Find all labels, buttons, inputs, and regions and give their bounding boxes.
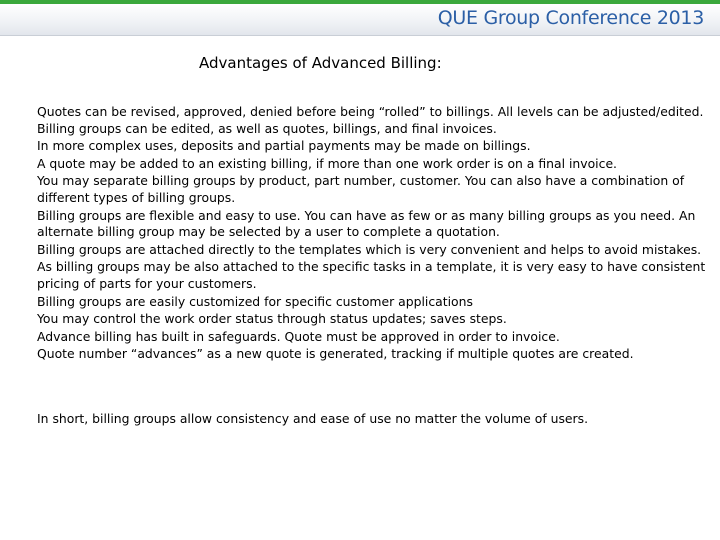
- bullet-point: Billing groups are flexible and easy to use. You can have as few or as many billing groups as you need. An alternate billing group may be selected by a user to complete a quotation.: [37, 207, 696, 240]
- slide-body: [37, 104, 709, 364]
- bullet-point: Quotes can be revised, approved, denied before being “rolled” to billings. All levels can be adjusted/edited. Billing groups can be edited, as well as quotes, billings, and final invoices.: [37, 104, 704, 136]
- bullet-point: Billing groups are attached directly to the templates which is very convenient and helps to avoid mistakes.: [37, 241, 702, 257]
- bullet-point: In more complex uses, deposits and partial payments may be made on billings.: [37, 138, 531, 154]
- conference-title: QUE Group Conference 2013: [437, 7, 704, 29]
- summary-text: In short, billing groups allow consistency and ease of use no matter the volume of users.: [37, 411, 589, 426]
- bullet-point: You may separate billing groups by product, part number, customer. You can also have a combination of different types of billing groups.: [37, 173, 685, 205]
- bullet-point: Billing groups are easily customized for specific customer applications: [37, 293, 473, 309]
- header-divider: [0, 35, 720, 36]
- bullet-point: As billing groups may be also attached to the specific tasks in a template, it is very easy to have consistent pricing of parts for your customers.: [37, 259, 706, 291]
- bullet-point: Advance billing has built in safeguards. Quote must be approved in order to invoice.: [37, 328, 560, 344]
- bullet-point: You may control the work order status through status updates; saves steps.: [37, 311, 507, 327]
- bullet-point: Quote number “advances” as a new quote is generated, tracking if multiple quotes are created.: [37, 346, 634, 362]
- bullet-point: A quote may be added to an existing billing, if more than one work order is on a final invoice.: [37, 155, 617, 171]
- slide-title: Advantages of Advanced Billing:: [199, 54, 442, 72]
